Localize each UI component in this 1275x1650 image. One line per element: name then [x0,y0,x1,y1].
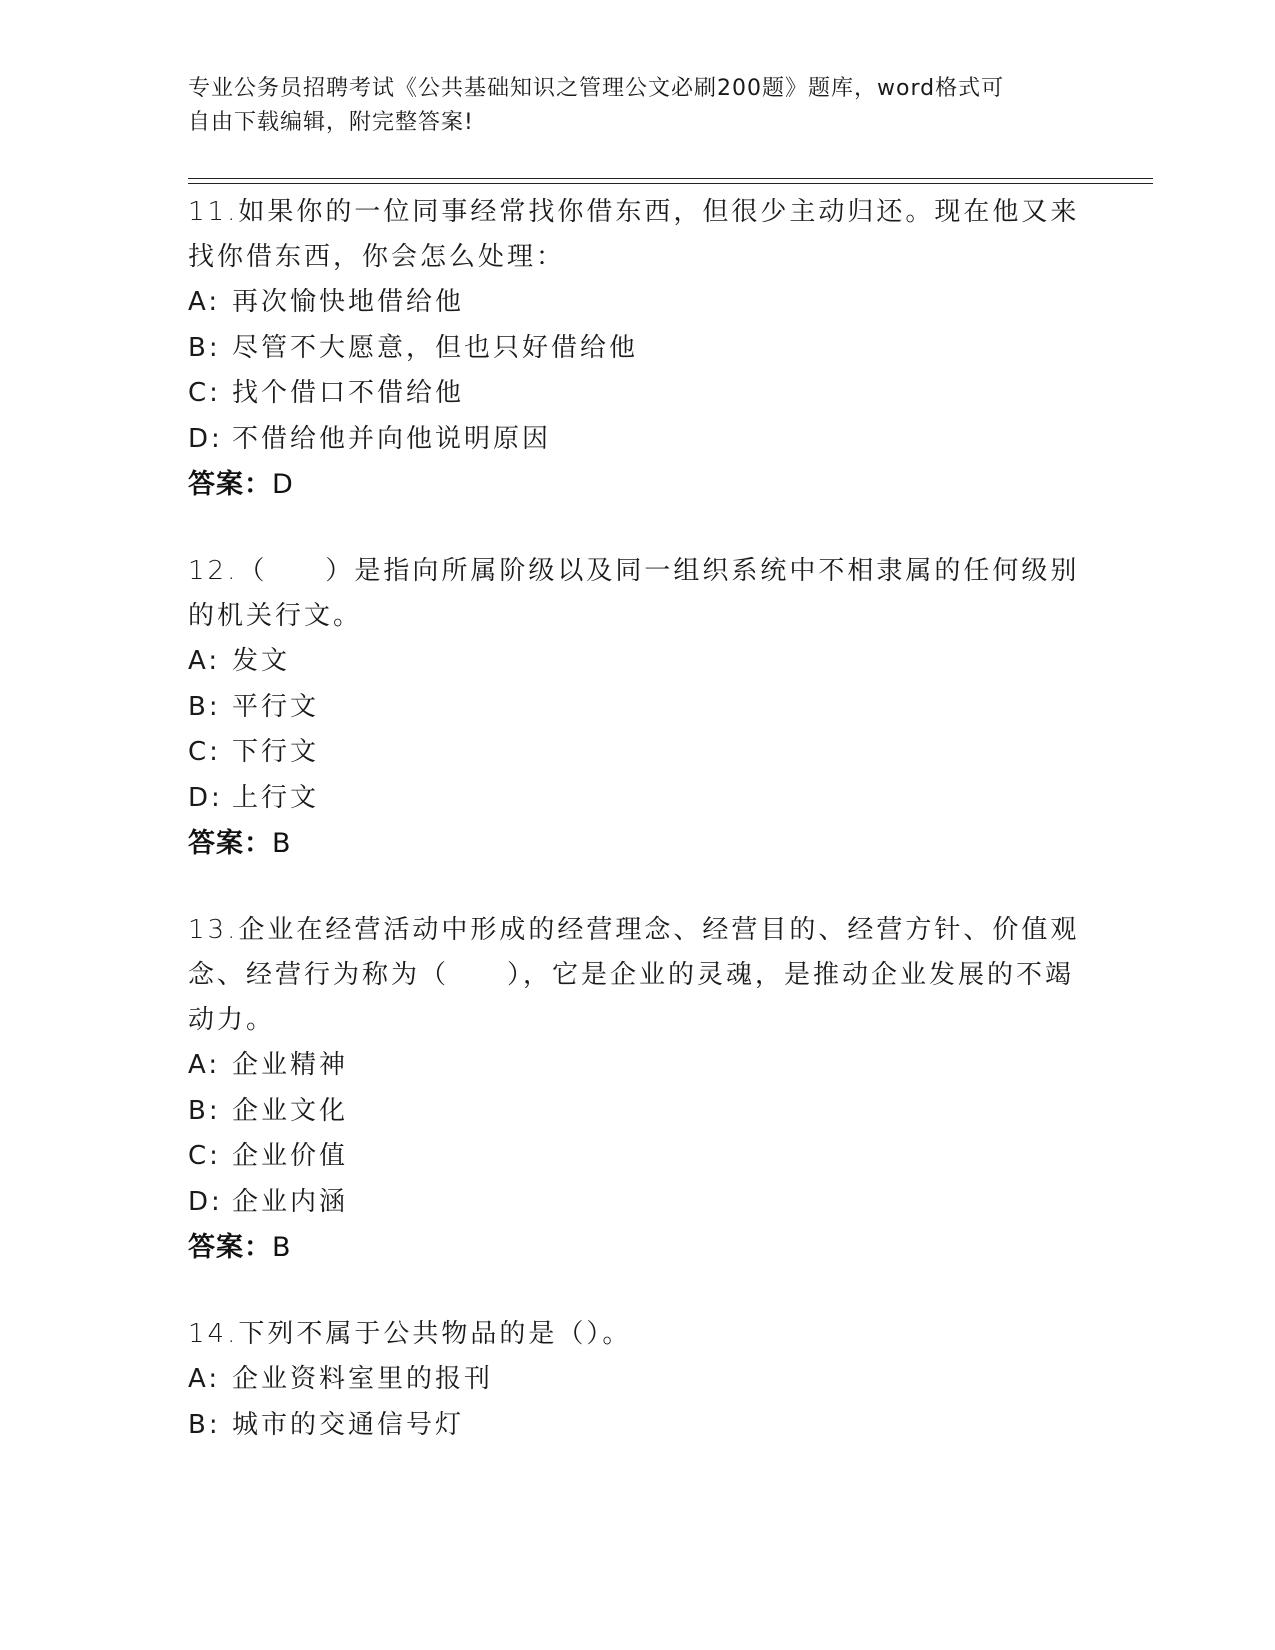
answer-line [188,462,1088,507]
question-option [188,730,1088,776]
option-text: 发文 [232,646,291,676]
question-option [188,326,1088,372]
answer-value: D [272,469,294,500]
option-key: B: [188,1095,221,1126]
question-option [188,1043,1088,1089]
option-key: A: [188,646,221,676]
question-option [188,1134,1088,1180]
question-item [188,908,1088,1270]
question-item [188,1312,1088,1448]
question-option [188,1089,1088,1135]
header-divider-bottom [188,183,1153,184]
answer-label: 答案： [188,828,272,859]
option-text: 找个借口不借给他 [232,378,465,408]
option-text: 城市的交通信号灯 [232,1409,465,1440]
answer-line [188,1225,1088,1270]
answer-label: 答案： [188,1232,272,1263]
option-text: 企业文化 [232,1095,349,1126]
question-option [188,417,1088,463]
option-text: 企业内涵 [232,1186,349,1217]
option-key: A: [188,1050,221,1080]
option-key: C: [188,1141,221,1171]
question-option [188,280,1088,326]
option-key: C: [188,378,221,408]
question-stem: 13.企业在经营活动中形成的经营理念、经营目的、经营方针、价值观念、经营行为称为（ ），它是企业的灵魂，是推动企业发展的不竭动力。 [188,915,1080,1035]
header-line-2: 自由下载编辑，附完整答案! [188,110,474,135]
question-stem: 12.（ ）是指向所属阶级以及同一组织系统中不相隶属的任何级别的机关行文。 [188,556,1080,631]
question-option [188,1403,1088,1449]
question-list [188,190,1088,1490]
option-key: A: [188,1364,221,1394]
answer-line [188,821,1088,866]
option-text: 企业精神 [232,1050,349,1080]
option-text: 上行文 [232,782,320,813]
option-text: 平行文 [232,691,320,722]
answer-label: 答案： [188,469,272,500]
option-key: B: [188,1409,221,1440]
option-text: 下行文 [232,737,320,767]
question-stem: 14.下列不属于公共物品的是（）。 [188,1319,632,1349]
header-divider-top [188,178,1153,179]
option-text: 不借给他并向他说明原因 [232,423,552,454]
option-text: 企业价值 [232,1141,349,1171]
option-key: B: [188,332,221,363]
option-key: A: [188,287,221,317]
option-key: B: [188,691,221,722]
option-text: 尽管不大愿意，但也只好借给他 [232,332,639,363]
option-key: C: [188,737,221,767]
document-header [188,72,1088,140]
option-text: 再次愉快地借给他 [232,287,465,317]
question-option [188,639,1088,685]
option-key: D: [188,782,223,813]
question-option [188,685,1088,731]
question-option [188,371,1088,417]
option-key: D: [188,423,223,454]
option-text: 企业资料室里的报刊 [232,1364,494,1394]
answer-value: B [272,828,292,859]
question-option [188,1357,1088,1403]
option-key: D: [188,1186,223,1217]
question-item [188,549,1088,866]
answer-value: B [272,1232,292,1263]
question-stem: 11.如果你的一位同事经常找你借东西，但很少主动归还。现在他又来找你借东西，你会怎么处理： [188,197,1080,272]
question-option [188,776,1088,822]
question-item [188,190,1088,507]
question-option [188,1180,1088,1226]
header-line-1: 专业公务员招聘考试《公共基础知识之管理公文必刷200题》题库，word格式可 [188,76,1005,101]
